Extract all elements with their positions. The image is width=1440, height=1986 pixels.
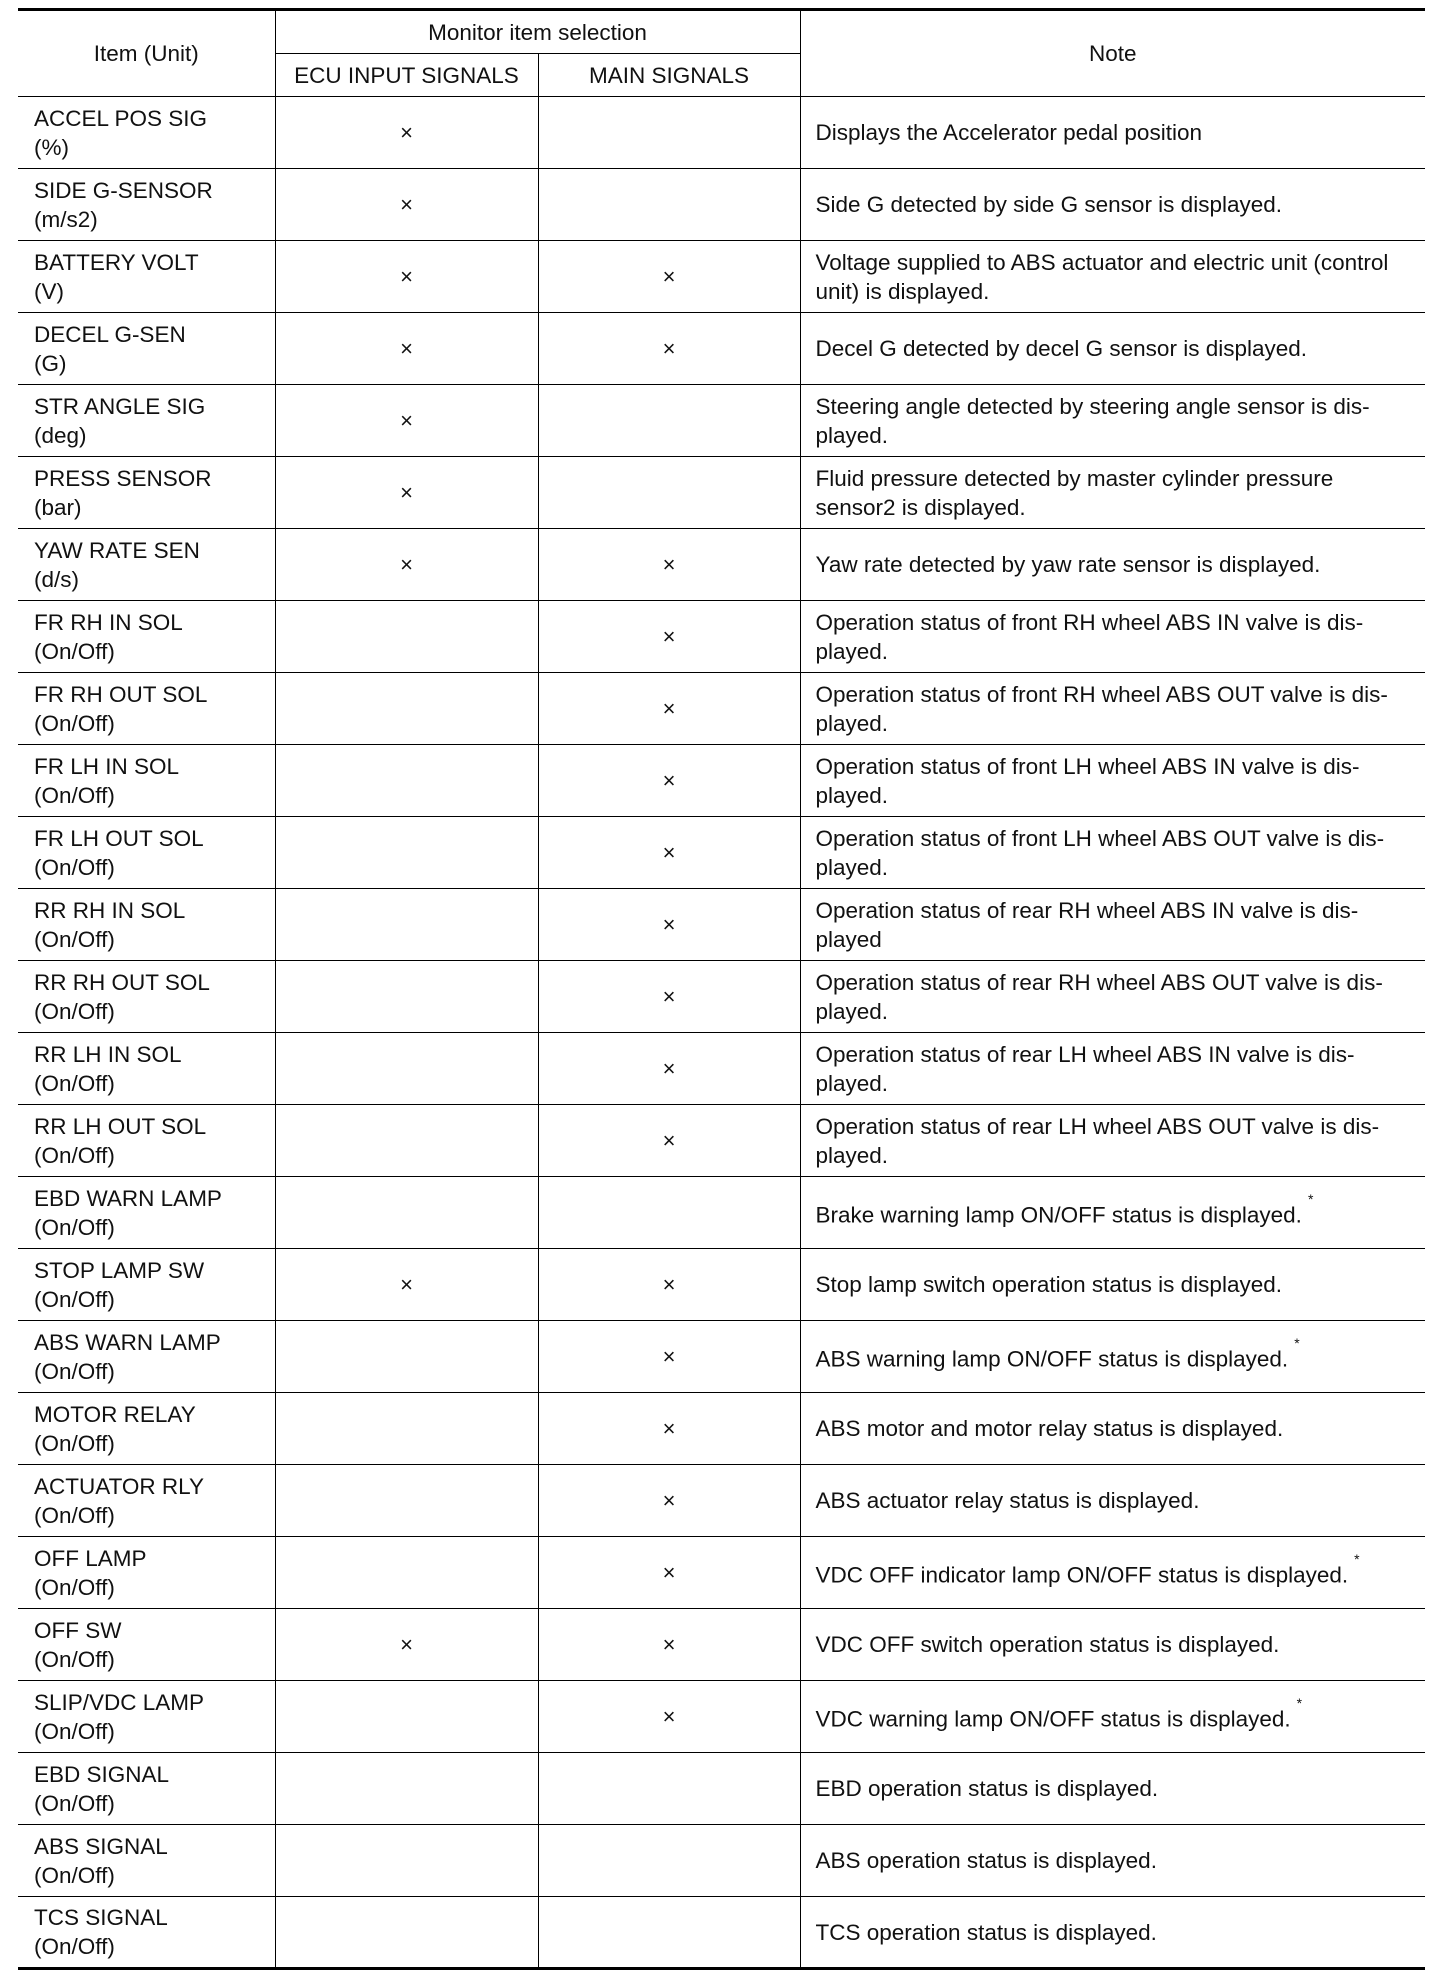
table-row bbox=[18, 1609, 1425, 1681]
ecu-input-signals-mark bbox=[275, 1753, 538, 1825]
item-name: RR LH IN SOL bbox=[34, 1041, 182, 1067]
item-unit: (d/s) bbox=[34, 566, 79, 592]
item-unit: (On/Off) bbox=[34, 1358, 115, 1384]
item-unit: (On/Off) bbox=[34, 1070, 115, 1096]
item-unit: (%) bbox=[34, 134, 69, 160]
note-cell bbox=[800, 1465, 1425, 1537]
note-text: ABS actuator relay status is displayed. bbox=[815, 1488, 1200, 1513]
note-cell bbox=[800, 313, 1425, 385]
main-signals-mark: × bbox=[538, 1033, 800, 1105]
ecu-input-signals-mark bbox=[275, 889, 538, 961]
ecu-input-signals-mark: × bbox=[275, 1609, 538, 1681]
ecu-input-signals-mark bbox=[275, 601, 538, 673]
ecu-input-signals-mark bbox=[275, 817, 538, 889]
note-text: VDC OFF indicator lamp ON/OFF status is displayed. bbox=[815, 1562, 1349, 1588]
item-name: OFF SW bbox=[34, 1617, 122, 1643]
table-row bbox=[18, 817, 1425, 889]
note-cell bbox=[800, 1537, 1425, 1609]
note-cell bbox=[800, 1321, 1425, 1393]
ecu-input-signals-mark bbox=[275, 1897, 538, 1969]
table-body bbox=[18, 97, 1425, 1969]
main-signals-mark: × bbox=[538, 1105, 800, 1177]
item-cell bbox=[18, 313, 275, 385]
note-cell bbox=[800, 961, 1425, 1033]
main-signals-mark bbox=[538, 1897, 800, 1969]
ecu-input-signals-mark bbox=[275, 1825, 538, 1897]
table-row bbox=[18, 1537, 1425, 1609]
table-row bbox=[18, 313, 1425, 385]
item-unit: (V) bbox=[34, 278, 64, 304]
item-cell bbox=[18, 457, 275, 529]
note-text: Operation status of rear RH wheel ABS OUT valve is dis-played. bbox=[815, 969, 1383, 1024]
note-text: Steering angle detected by steering angle sensor is dis-played. bbox=[815, 393, 1370, 448]
item-cell bbox=[18, 889, 275, 961]
table-row bbox=[18, 169, 1425, 241]
note-cell bbox=[800, 1681, 1425, 1753]
note-cell bbox=[800, 1609, 1425, 1681]
main-signals-mark bbox=[538, 457, 800, 529]
main-signals-mark: × bbox=[538, 673, 800, 745]
main-signals-mark bbox=[538, 1753, 800, 1825]
note-cell bbox=[800, 889, 1425, 961]
item-cell bbox=[18, 601, 275, 673]
main-signals-mark bbox=[538, 1825, 800, 1897]
item-unit: (On/Off) bbox=[34, 710, 115, 736]
table-row bbox=[18, 1897, 1425, 1969]
item-name: PRESS SENSOR bbox=[34, 465, 212, 491]
table-row bbox=[18, 1465, 1425, 1537]
note-cell bbox=[800, 385, 1425, 457]
table-row bbox=[18, 889, 1425, 961]
note-cell bbox=[800, 1105, 1425, 1177]
item-cell bbox=[18, 529, 275, 601]
ecu-input-signals-mark bbox=[275, 1177, 538, 1249]
note-text: Operation status of front LH wheel ABS OUT valve is dis-played. bbox=[815, 825, 1385, 880]
note-text: Brake warning lamp ON/OFF status is displayed. bbox=[815, 1202, 1302, 1228]
table-row bbox=[18, 1249, 1425, 1321]
item-unit: (m/s2) bbox=[34, 206, 98, 232]
item-unit: (On/Off) bbox=[34, 1214, 115, 1240]
ecu-input-signals-mark bbox=[275, 745, 538, 817]
item-name: ABS WARN LAMP bbox=[34, 1329, 221, 1355]
item-unit: (On/Off) bbox=[34, 1574, 115, 1600]
main-signals-mark: × bbox=[538, 529, 800, 601]
item-cell bbox=[18, 1609, 275, 1681]
main-signals-mark: × bbox=[538, 961, 800, 1033]
ecu-input-signals-mark bbox=[275, 1537, 538, 1609]
item-name: MOTOR RELAY bbox=[34, 1401, 196, 1427]
note-text: TCS operation status is displayed. bbox=[815, 1919, 1157, 1945]
header-monitor-item-selection: Monitor item selection bbox=[275, 10, 800, 54]
main-signals-mark: × bbox=[538, 1537, 800, 1609]
main-signals-mark: × bbox=[538, 1609, 800, 1681]
note-cell bbox=[800, 745, 1425, 817]
note-text: ABS operation status is displayed. bbox=[815, 1848, 1157, 1873]
ecu-input-signals-mark bbox=[275, 1681, 538, 1753]
header-note: Note bbox=[800, 10, 1425, 97]
item-name: ABS SIGNAL bbox=[34, 1833, 168, 1859]
item-unit: (On/Off) bbox=[34, 1142, 115, 1168]
footnote-marker: * bbox=[1296, 1695, 1303, 1712]
item-cell bbox=[18, 961, 275, 1033]
item-name: YAW RATE SEN bbox=[34, 537, 200, 563]
item-unit: (On/Off) bbox=[34, 1502, 115, 1528]
item-name: RR LH OUT SOL bbox=[34, 1113, 207, 1139]
header-main-signals: MAIN SIGNALS bbox=[538, 54, 800, 97]
table-row bbox=[18, 601, 1425, 673]
item-unit: (On/Off) bbox=[34, 1790, 115, 1816]
footnote-marker: * bbox=[1354, 1551, 1360, 1568]
note-cell bbox=[800, 529, 1425, 601]
note-text: Operation status of front RH wheel ABS IN valve is dis-played. bbox=[815, 609, 1364, 664]
note-text: VDC warning lamp ON/OFF status is displayed. bbox=[815, 1706, 1291, 1732]
note-text: Operation status of front LH wheel ABS IN valve is dis-played. bbox=[815, 753, 1360, 808]
table-row bbox=[18, 1105, 1425, 1177]
item-cell bbox=[18, 1321, 275, 1393]
table-header bbox=[18, 10, 1425, 97]
note-text: Fluid pressure detected by master cylinder pressure sensor2 is displayed. bbox=[815, 465, 1334, 520]
item-cell bbox=[18, 1393, 275, 1465]
table-row bbox=[18, 1681, 1425, 1753]
main-signals-mark bbox=[538, 1177, 800, 1249]
item-unit: (On/Off) bbox=[34, 782, 115, 808]
table-row bbox=[18, 673, 1425, 745]
item-unit: (On/Off) bbox=[34, 1862, 115, 1888]
item-cell bbox=[18, 1753, 275, 1825]
item-cell bbox=[18, 1105, 275, 1177]
ecu-input-signals-mark bbox=[275, 673, 538, 745]
header-ecu-input-signals: ECU INPUT SIGNALS bbox=[275, 54, 538, 97]
table-row bbox=[18, 97, 1425, 169]
main-signals-mark bbox=[538, 97, 800, 169]
item-name: ACCEL POS SIG bbox=[34, 105, 207, 131]
main-signals-mark: × bbox=[538, 601, 800, 673]
item-name: TCS SIGNAL bbox=[34, 1905, 168, 1930]
main-signals-mark: × bbox=[538, 889, 800, 961]
main-signals-mark: × bbox=[538, 817, 800, 889]
item-unit: (On/Off) bbox=[34, 998, 115, 1024]
item-name: SLIP/VDC LAMP bbox=[34, 1689, 205, 1715]
item-cell bbox=[18, 673, 275, 745]
item-name: STR ANGLE SIG bbox=[34, 393, 206, 419]
item-unit: (G) bbox=[34, 350, 67, 376]
note-cell bbox=[800, 817, 1425, 889]
item-name: SIDE G-SENSOR bbox=[34, 177, 213, 203]
ecu-input-signals-mark: × bbox=[275, 313, 538, 385]
item-name: ACTUATOR RLY bbox=[34, 1473, 205, 1499]
ecu-input-signals-mark: × bbox=[275, 169, 538, 241]
note-text: EBD operation status is displayed. bbox=[815, 1776, 1159, 1801]
footnote-marker: * bbox=[1294, 1335, 1300, 1352]
item-name: STOP LAMP SW bbox=[34, 1257, 205, 1283]
item-cell bbox=[18, 97, 275, 169]
item-cell bbox=[18, 1897, 275, 1969]
item-cell bbox=[18, 169, 275, 241]
ecu-input-signals-mark: × bbox=[275, 385, 538, 457]
item-cell bbox=[18, 385, 275, 457]
table-row bbox=[18, 1825, 1425, 1897]
table-row bbox=[18, 745, 1425, 817]
table-row bbox=[18, 529, 1425, 601]
ecu-input-signals-mark bbox=[275, 1033, 538, 1105]
ecu-input-signals-mark bbox=[275, 1321, 538, 1393]
item-cell bbox=[18, 817, 275, 889]
table-row bbox=[18, 385, 1425, 457]
note-cell bbox=[800, 1897, 1425, 1969]
item-unit: (On/Off) bbox=[34, 1286, 115, 1312]
item-unit: (On/Off) bbox=[34, 854, 115, 880]
monitor-item-table bbox=[18, 8, 1425, 1970]
main-signals-mark: × bbox=[538, 1393, 800, 1465]
note-text: VDC OFF switch operation status is displayed. bbox=[815, 1632, 1280, 1657]
item-cell bbox=[18, 745, 275, 817]
item-cell bbox=[18, 1177, 275, 1249]
table-row bbox=[18, 1753, 1425, 1825]
main-signals-mark: × bbox=[538, 313, 800, 385]
main-signals-mark: × bbox=[538, 241, 800, 313]
item-unit: (On/Off) bbox=[34, 1718, 115, 1744]
main-signals-mark: × bbox=[538, 745, 800, 817]
ecu-input-signals-mark: × bbox=[275, 97, 538, 169]
note-cell bbox=[800, 97, 1425, 169]
main-signals-mark: × bbox=[538, 1681, 800, 1753]
main-signals-mark: × bbox=[538, 1465, 800, 1537]
ecu-input-signals-mark: × bbox=[275, 457, 538, 529]
note-cell bbox=[800, 673, 1425, 745]
footnote-marker: * bbox=[1307, 1191, 1314, 1208]
ecu-input-signals-mark bbox=[275, 1465, 538, 1537]
note-cell bbox=[800, 1393, 1425, 1465]
note-text: Side G detected by side G sensor is displayed. bbox=[815, 192, 1283, 217]
item-unit: (bar) bbox=[34, 494, 82, 520]
note-text: Operation status of front RH wheel ABS OUT valve is dis-played. bbox=[815, 681, 1388, 736]
note-text: Operation status of rear LH wheel ABS IN valve is dis-played. bbox=[815, 1041, 1355, 1096]
item-name: FR LH IN SOL bbox=[34, 753, 180, 779]
note-text: ABS motor and motor relay status is displayed. bbox=[815, 1416, 1284, 1441]
item-cell bbox=[18, 1537, 275, 1609]
note-text: Displays the Accelerator pedal position bbox=[815, 120, 1202, 145]
table-row bbox=[18, 241, 1425, 313]
item-name: FR LH OUT SOL bbox=[34, 825, 204, 851]
item-cell bbox=[18, 1825, 275, 1897]
table-row bbox=[18, 1177, 1425, 1249]
note-cell bbox=[800, 457, 1425, 529]
item-unit: (On/Off) bbox=[34, 926, 115, 952]
item-unit: (On/Off) bbox=[34, 1646, 115, 1672]
ecu-input-signals-mark bbox=[275, 961, 538, 1033]
item-name: RR RH OUT SOL bbox=[34, 969, 210, 995]
main-signals-mark bbox=[538, 385, 800, 457]
item-name: FR RH IN SOL bbox=[34, 609, 183, 635]
note-text: Decel G detected by decel G sensor is displayed. bbox=[815, 336, 1308, 361]
item-unit: (deg) bbox=[34, 422, 87, 448]
note-cell bbox=[800, 1753, 1425, 1825]
header-item-unit: Item (Unit) bbox=[18, 10, 275, 97]
ecu-input-signals-mark: × bbox=[275, 529, 538, 601]
ecu-input-signals-mark: × bbox=[275, 241, 538, 313]
table-row bbox=[18, 1033, 1425, 1105]
note-cell bbox=[800, 241, 1425, 313]
note-text: Yaw rate detected by yaw rate sensor is displayed. bbox=[815, 552, 1321, 577]
ecu-input-signals-mark bbox=[275, 1105, 538, 1177]
item-unit: (On/Off) bbox=[34, 1934, 115, 1959]
table-row bbox=[18, 961, 1425, 1033]
item-cell bbox=[18, 241, 275, 313]
item-cell bbox=[18, 1465, 275, 1537]
ecu-input-signals-mark: × bbox=[275, 1249, 538, 1321]
item-name: FR RH OUT SOL bbox=[34, 681, 208, 707]
note-cell bbox=[800, 1033, 1425, 1105]
item-cell bbox=[18, 1249, 275, 1321]
note-text: ABS warning lamp ON/OFF status is displayed. bbox=[815, 1346, 1289, 1372]
table-row bbox=[18, 1321, 1425, 1393]
note-cell bbox=[800, 601, 1425, 673]
item-name: BATTERY VOLT bbox=[34, 249, 199, 275]
main-signals-mark bbox=[538, 169, 800, 241]
note-cell bbox=[800, 1177, 1425, 1249]
item-unit: (On/Off) bbox=[34, 638, 115, 664]
item-cell bbox=[18, 1033, 275, 1105]
note-text: Stop lamp switch operation status is displayed. bbox=[815, 1272, 1282, 1297]
main-signals-mark: × bbox=[538, 1249, 800, 1321]
note-text: Operation status of rear RH wheel ABS IN valve is dis-played bbox=[815, 897, 1359, 952]
note-cell bbox=[800, 1249, 1425, 1321]
main-signals-mark: × bbox=[538, 1321, 800, 1393]
note-cell bbox=[800, 1825, 1425, 1897]
item-name: OFF LAMP bbox=[34, 1545, 147, 1571]
item-name: EBD SIGNAL bbox=[34, 1761, 170, 1787]
note-text: Operation status of rear LH wheel ABS OUT valve is dis-played. bbox=[815, 1113, 1380, 1168]
note-text: Voltage supplied to ABS actuator and electric unit (control unit) is displayed. bbox=[815, 249, 1389, 304]
item-name: DECEL G-SEN bbox=[34, 321, 186, 347]
item-unit: (On/Off) bbox=[34, 1430, 115, 1456]
table-row bbox=[18, 1393, 1425, 1465]
ecu-input-signals-mark bbox=[275, 1393, 538, 1465]
table-row bbox=[18, 457, 1425, 529]
item-name: EBD WARN LAMP bbox=[34, 1185, 222, 1211]
item-cell bbox=[18, 1681, 275, 1753]
item-name: RR RH IN SOL bbox=[34, 897, 186, 923]
note-cell bbox=[800, 169, 1425, 241]
